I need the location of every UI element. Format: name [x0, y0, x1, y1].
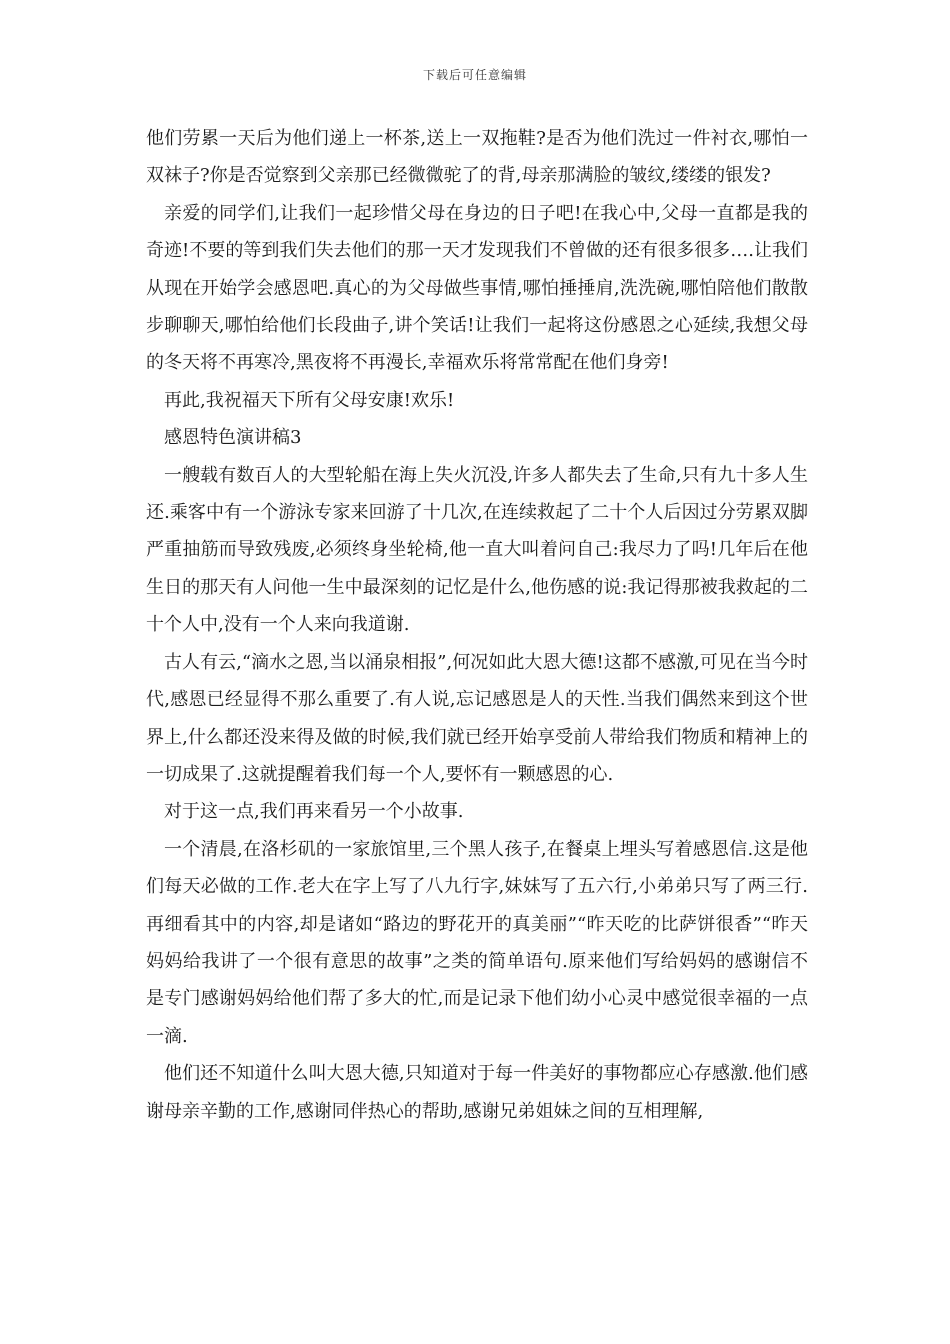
section-title: 感恩特色演讲稿3 — [164, 427, 302, 449]
paragraph-8: 他们还不知道什么叫大恩大德,只知道对于每一件美好的事物都应心存感激.他们感谢母亲辛勤的工作,感谢同伴热心的帮助,感谢兄弟姐妹之间的互相理解, — [146, 1063, 808, 1122]
paragraph-6: 对于这一点,我们再来看另一个小故事. — [164, 801, 464, 823]
paragraph-4: 一艘载有数百人的大型轮船在海上失火沉没,许多人都失去了生命,只有九十多人生还.乘客中有一个游泳专家来回游了十几次,在连续救起了二十个人后因过分劳累双脚严重抽筋而导致残废,必须终身坐轮椅,他一直大叫着问自己:我尽力了吗!几年后在他生日的那天有人问他一生中最深刻的记忆是什么,他伤感的说:我记得那被我救起的二十个人中,没有一个人来向我道谢. — [146, 464, 808, 636]
paragraph-7: 一个清晨,在洛杉矶的一家旅馆里,三个黑人孩子,在餐桌上埋头写着感恩信.这是他们每天必做的工作.老大在字上写了八九行字,妹妹写了五六行,小弟弟只写了两三行.再细看其中的内容,却是诸如“路边的野花开的真美丽”“昨天吃的比萨饼很香”“昨天妈妈给我讲了一个很有意思的故事”之类的简单语句.原来他们写给妈妈的感谢信不是专门感谢妈妈给他们帮了多大的忙,而是记录下他们幼小心灵中感觉很幸福的一点一滴. — [146, 838, 808, 1047]
paragraph-1: 他们劳累一天后为他们递上一杯茶,送上一双拖鞋?是否为他们洗过一件衬衣,哪怕一双袜子?你是否觉察到父亲那已经微微驼了的背,母亲那满脸的皱纹,缕缕的银发? — [146, 128, 808, 187]
page-header: 下载后可任意编辑 — [422, 68, 527, 82]
paragraph-2: 亲爱的同学们,让我们一起珍惜父母在身边的日子吧!在我心中,父母一直都是我的奇迹!不要的等到我们失去他们的那一天才发现我们不曾做的还有很多很多….让我们从现在开始学会感恩吧.真心的为父母做些事情,哪怕捶捶肩,洗洗碗,哪怕陪他们散散步聊聊天,哪怕给他们长段曲子,讲个笑话!让我们一起将这份感恩之心延续,我想父母的冬天将不再寒冷,黑夜将不再漫长,幸福欢乐将常常配在他们身旁! — [146, 202, 808, 374]
paragraph-5: 古人有云,“滴水之恩,当以涌泉相报”,何况如此大恩大德!这都不感激,可见在当今时代,感恩已经显得不那么重要了.有人说,忘记感恩是人的天性.当我们偶然来到这个世界上,什么都还没来得及做的时候,我们就已经开始享受前人带给我们物质和精神上的一切成果了.这就提醒着我们每一个人,要怀有一颗感恩的心. — [146, 651, 808, 785]
paragraph-3: 再此,我祝福天下所有父母安康!欢乐! — [164, 389, 455, 411]
document-body — [146, 120, 808, 1130]
